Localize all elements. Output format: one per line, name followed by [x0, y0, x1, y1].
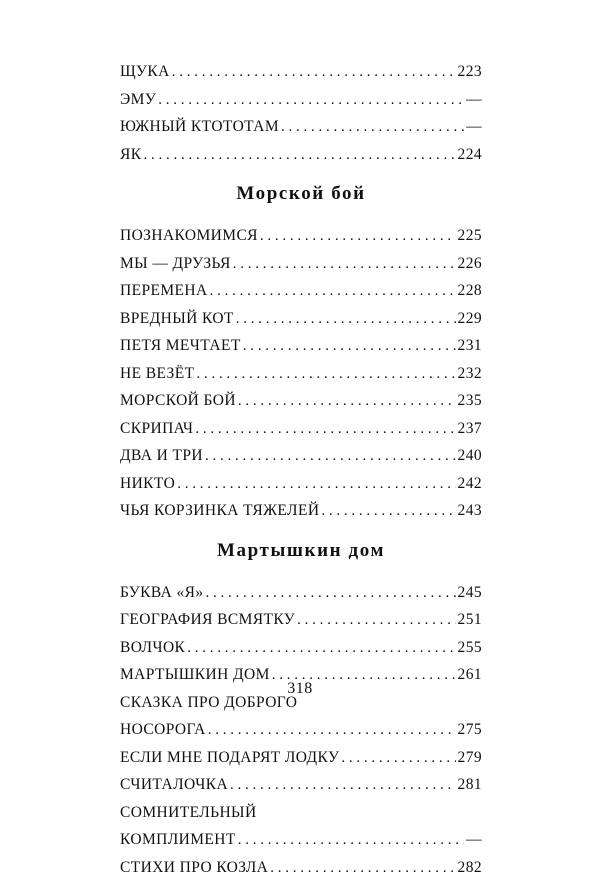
toc-entry-page: —	[464, 826, 482, 854]
toc-entry[interactable]	[120, 113, 482, 141]
toc-entry-title: ЕСЛИ МНЕ ПОДАРЯТ ЛОДКУ	[120, 744, 341, 772]
toc-entry[interactable]	[120, 497, 482, 525]
toc-section-monkey-house	[120, 579, 482, 882]
toc-leader-dots	[230, 772, 456, 800]
section-heading: Морской бой	[120, 181, 482, 207]
toc-entry-page: —	[464, 113, 482, 141]
toc-group-continued	[120, 58, 482, 168]
toc-leader-dots	[210, 278, 456, 306]
toc-entry-page: 224	[456, 141, 482, 169]
toc-entry-page: 226	[456, 250, 482, 278]
toc-entry-page: 225	[456, 222, 482, 250]
toc-entry[interactable]	[120, 141, 482, 169]
toc-entry-title: ПЕТЯ МЕЧТАЕТ	[120, 332, 243, 360]
toc-entry[interactable]	[120, 58, 482, 86]
toc-entry-title: КОМПЛИМЕНТ	[120, 826, 238, 854]
toc-entry-page: 282	[456, 854, 482, 882]
toc-leader-dots	[196, 361, 455, 389]
toc-leader-dots	[270, 855, 455, 882]
toc-entry-multiline[interactable]	[120, 799, 482, 854]
toc-section-sea-battle	[120, 222, 482, 525]
toc-entry[interactable]	[120, 771, 482, 799]
page-number: 318	[0, 680, 600, 698]
toc-leader-dots	[297, 607, 455, 635]
toc-entry-page: 243	[456, 497, 482, 525]
toc-entry-page: 229	[456, 305, 482, 333]
toc-entry-title: ДВА И ТРИ	[120, 442, 205, 470]
toc-entry-title: ЩУКА	[120, 58, 172, 86]
toc-entry-title-line: СКАЗКА ПРО ДОБРОГО	[120, 689, 482, 717]
toc-leader-dots	[195, 416, 455, 444]
toc-entry-title: ЯК	[120, 141, 143, 169]
toc-leader-dots	[341, 745, 455, 773]
toc-entry-page: 281	[456, 771, 482, 799]
toc-leader-dots	[158, 87, 464, 115]
toc-entry-last-line	[120, 826, 482, 854]
toc-entry-title: ВОЛЧОК	[120, 634, 187, 662]
toc-entry[interactable]	[120, 222, 482, 250]
toc-entry[interactable]	[120, 305, 482, 333]
toc-entry[interactable]	[120, 360, 482, 388]
toc-entry-page: 235	[456, 387, 482, 415]
toc-leader-dots	[206, 580, 456, 608]
toc-entry-page: 275	[456, 716, 482, 744]
toc-entry-page: 255	[456, 634, 482, 662]
toc-entry-title: МОРСКОЙ БОЙ	[120, 387, 238, 415]
toc-entry-title: НИКТО	[120, 470, 177, 498]
toc-entry-title: ПОЗНАКОМИМСЯ	[120, 222, 260, 250]
toc-leader-dots	[238, 388, 456, 416]
toc-entry[interactable]	[120, 277, 482, 305]
toc-entry-page: 240	[456, 442, 482, 470]
toc-entry[interactable]	[120, 415, 482, 443]
toc-entry-title: ЭМУ	[120, 86, 158, 114]
toc-entry-title-line: СОМНИТЕЛЬНЫЙ	[120, 799, 482, 827]
toc-entry[interactable]	[120, 744, 482, 772]
toc-leader-dots	[260, 223, 456, 251]
toc-leader-dots	[187, 635, 455, 663]
toc-entry-title: МАРТЫШКИН ДОМ	[120, 661, 272, 689]
toc-entry-page: 231	[456, 332, 482, 360]
toc-leader-dots	[321, 498, 455, 526]
toc-entry[interactable]	[120, 470, 482, 498]
toc-leader-dots	[143, 142, 455, 170]
toc-entry-title: БУКВА «Я»	[120, 579, 206, 607]
toc-entry[interactable]	[120, 606, 482, 634]
toc-entry-title: МЫ — ДРУЗЬЯ	[120, 250, 233, 278]
toc-entry-page: 261	[456, 661, 482, 689]
toc-entry[interactable]	[120, 634, 482, 662]
toc-entry-page: —	[464, 86, 482, 114]
toc-leader-dots	[243, 333, 456, 361]
toc-leader-dots	[236, 306, 456, 334]
toc-entry-title: НОСОРОГА	[120, 716, 208, 744]
toc-leader-dots	[172, 59, 456, 87]
toc-entry-page: 245	[456, 579, 482, 607]
toc-entry-page: 228	[456, 277, 482, 305]
toc-entry[interactable]	[120, 854, 482, 882]
toc-entry[interactable]	[120, 387, 482, 415]
toc-entry-page: 242	[456, 470, 482, 498]
table-of-contents	[120, 58, 482, 881]
toc-entry-page: 237	[456, 415, 482, 443]
toc-entry[interactable]	[120, 332, 482, 360]
toc-entry[interactable]	[120, 86, 482, 114]
toc-entry-page: 279	[456, 744, 482, 772]
toc-entry-title: СТИХИ ПРО КОЗЛА	[120, 854, 270, 882]
toc-leader-dots	[238, 827, 464, 855]
toc-entry-page: 232	[456, 360, 482, 388]
toc-entry-title: ВРЕДНЫЙ КОТ	[120, 305, 236, 333]
toc-entry[interactable]	[120, 442, 482, 470]
toc-leader-dots	[281, 114, 464, 142]
toc-entry-title: ЮЖНЫЙ КТОТОТАМ	[120, 113, 281, 141]
toc-leader-dots	[233, 251, 456, 279]
toc-entry-title: ГЕОГРАФИЯ ВСМЯТКУ	[120, 606, 297, 634]
toc-entry-title: ПЕРЕМЕНА	[120, 277, 210, 305]
toc-leader-dots	[208, 717, 456, 745]
toc-leader-dots	[177, 471, 455, 499]
toc-entry[interactable]	[120, 250, 482, 278]
toc-entry-last-line	[120, 716, 482, 744]
toc-entry-title: ЧЬЯ КОРЗИНКА ТЯЖЕЛЕЙ	[120, 497, 321, 525]
toc-entry-title: СКРИПАЧ	[120, 415, 195, 443]
toc-leader-dots	[205, 443, 456, 471]
toc-entry-title: СЧИТАЛОЧКА	[120, 771, 230, 799]
section-heading: Мартышкин дом	[120, 538, 482, 564]
toc-entry-page: 223	[456, 58, 482, 86]
toc-entry-title: НЕ ВЕЗЁТ	[120, 360, 196, 388]
toc-entry-page: 251	[456, 606, 482, 634]
toc-entry[interactable]	[120, 579, 482, 607]
